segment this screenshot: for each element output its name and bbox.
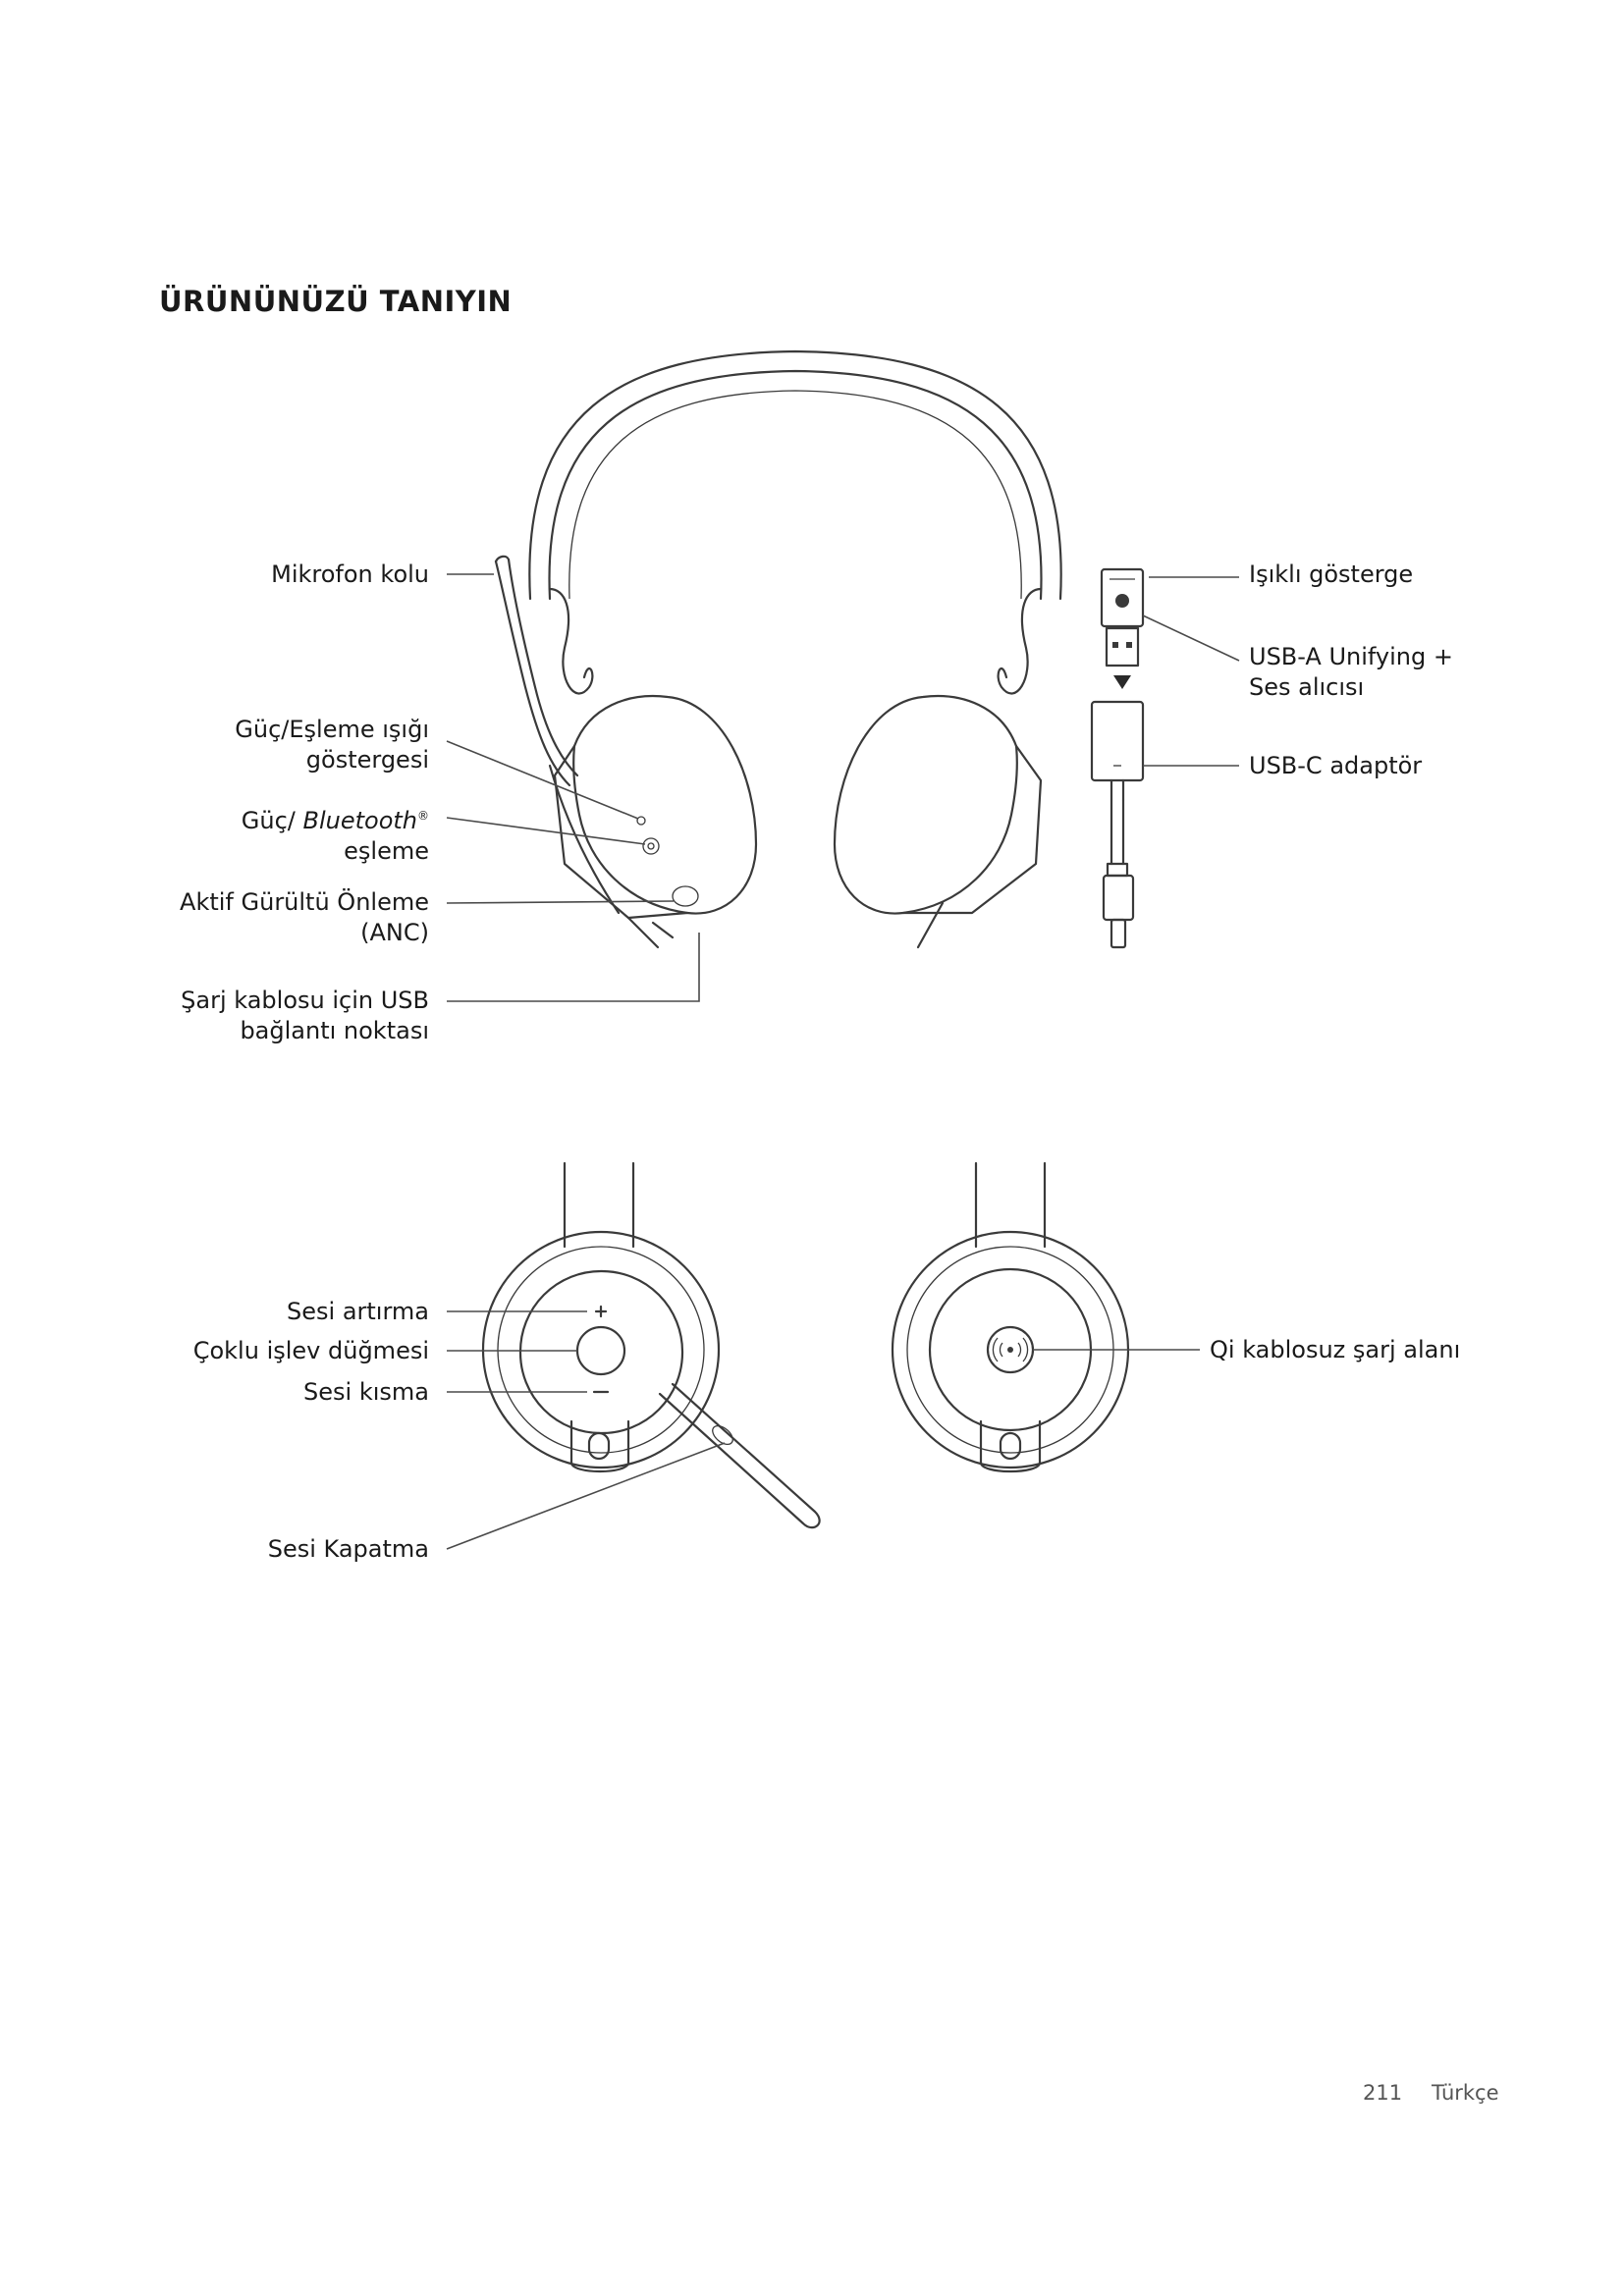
label-light-indicator: Işıklı gösterge: [1249, 561, 1414, 588]
footer-language: Türkçe: [1432, 2081, 1499, 2105]
label-qi-charging-area: Qi kablosuz şarj alanı: [1210, 1336, 1461, 1363]
bottom-left-earcup: [483, 1163, 820, 1527]
label-power-bluetooth: Güç/ Bluetooth® eşleme: [241, 807, 429, 865]
label-multi-function-button: Çoklu işlev düğmesi: [192, 1337, 429, 1364]
label-anc: Aktif Gürültü Önleme (ANC): [180, 888, 429, 946]
page-number: 211: [1363, 2081, 1403, 2105]
page-title: ÜRÜNÜNÜZÜ TANIYIN: [159, 285, 513, 318]
left-earcup: [555, 696, 756, 918]
label-power-pairing-led: Güç/Eşleme ışığı göstergesi: [235, 716, 429, 774]
usb-receiver: [1092, 569, 1143, 947]
label-mic-boom: Mikrofon kolu: [271, 561, 429, 588]
label-usb-port: Şarj kablosu için USB bağlantı noktası: [181, 987, 429, 1044]
label-volume-up: Sesi artırma: [287, 1298, 429, 1325]
mic-boom-and-left-yoke: [496, 557, 673, 947]
right-earcup: [835, 696, 1041, 947]
bottom-right-earcup: [893, 1163, 1128, 1471]
headband: [529, 351, 1060, 693]
label-usb-c-adaptor: USB-C adaptör: [1249, 752, 1423, 779]
label-volume-down: Sesi kısma: [303, 1378, 429, 1406]
label-usb-a-receiver: USB-A Unifying + Ses alıcısı: [1249, 643, 1453, 701]
label-mute: Sesi Kapatma: [267, 1535, 429, 1563]
